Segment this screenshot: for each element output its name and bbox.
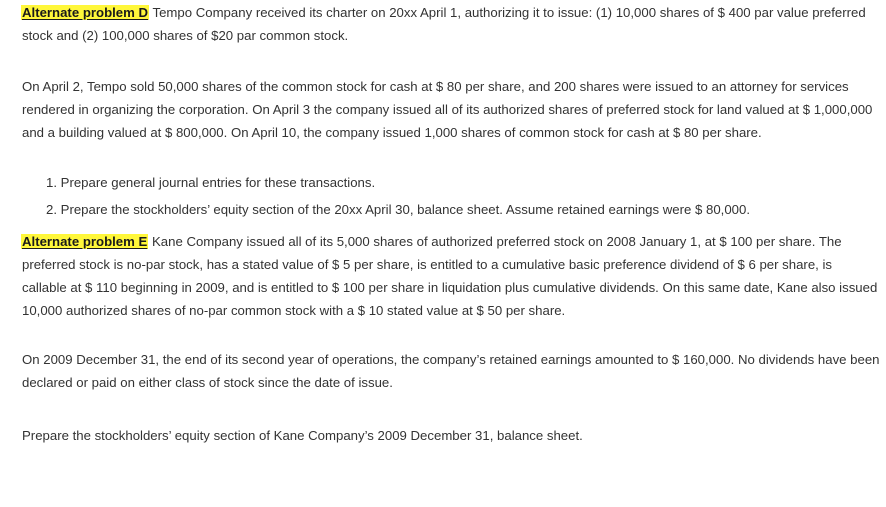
document-body bbox=[22, 0, 880, 447]
problem-d-heading: Alternate problem D bbox=[22, 5, 149, 20]
problem-e-earnings: On 2009 December 31, the end of its second year of operations, the company’s retained earnings amounted to $ 160,000. No dividends have been declared or paid on either class of stock since the date of issue. bbox=[22, 352, 880, 390]
problem-d-task-list bbox=[22, 169, 880, 223]
problem-e-intro bbox=[22, 230, 880, 322]
problem-e-task: Prepare the stockholders’ equity section of Kane Company’s 2009 December 31, balance sheet. bbox=[22, 428, 583, 443]
list-item: 1. Prepare general journal entries for these transactions. bbox=[46, 175, 376, 190]
problem-d-intro bbox=[22, 1, 880, 47]
problem-d-transactions: On April 2, Tempo sold 50,000 shares of the common stock for cash at $ 80 per share, and 200 shares were issued to an attorney for services rendered in organizing the corporation. On April 3 the company issued all of its authorized shares of preferred stock for land valued at $ 1,000,000 and a building valued at $ 800,000. On April 10, the company issued 1,000 shares of common stock for cash at $ 80 per share. bbox=[22, 79, 873, 140]
problem-e-heading: Alternate problem E bbox=[22, 234, 148, 249]
problem-d-intro-text: Tempo Company received its charter on 20xx April 1, authorizing it to issue: (1) 10,000 shares of $ 400 par value preferred stock and (2) 100,000 shares of $20 par common stock. bbox=[22, 5, 866, 43]
list-item: 2. Prepare the stockholders’ equity section of the 20xx April 30, balance sheet. Assume retained earnings were $ 80,000. bbox=[46, 202, 751, 217]
problem-e-intro-text: Kane Company issued all of its 5,000 shares of authorized preferred stock on 2008 January 1, at $ 100 per share. The preferred stock is no-par stock, has a stated value of $ 5 per share, is entitled to a cumulative basic preference dividend of $ 6 per share, is callable at $ 110 beginning in 2009, and is entitled to $ 100 per share in liquidation plus cumulative dividends. On this same date, Kane also issued 10,000 authorized shares of no-par common stock with a $ 10 stated value at $ 50 per share. bbox=[22, 234, 878, 318]
